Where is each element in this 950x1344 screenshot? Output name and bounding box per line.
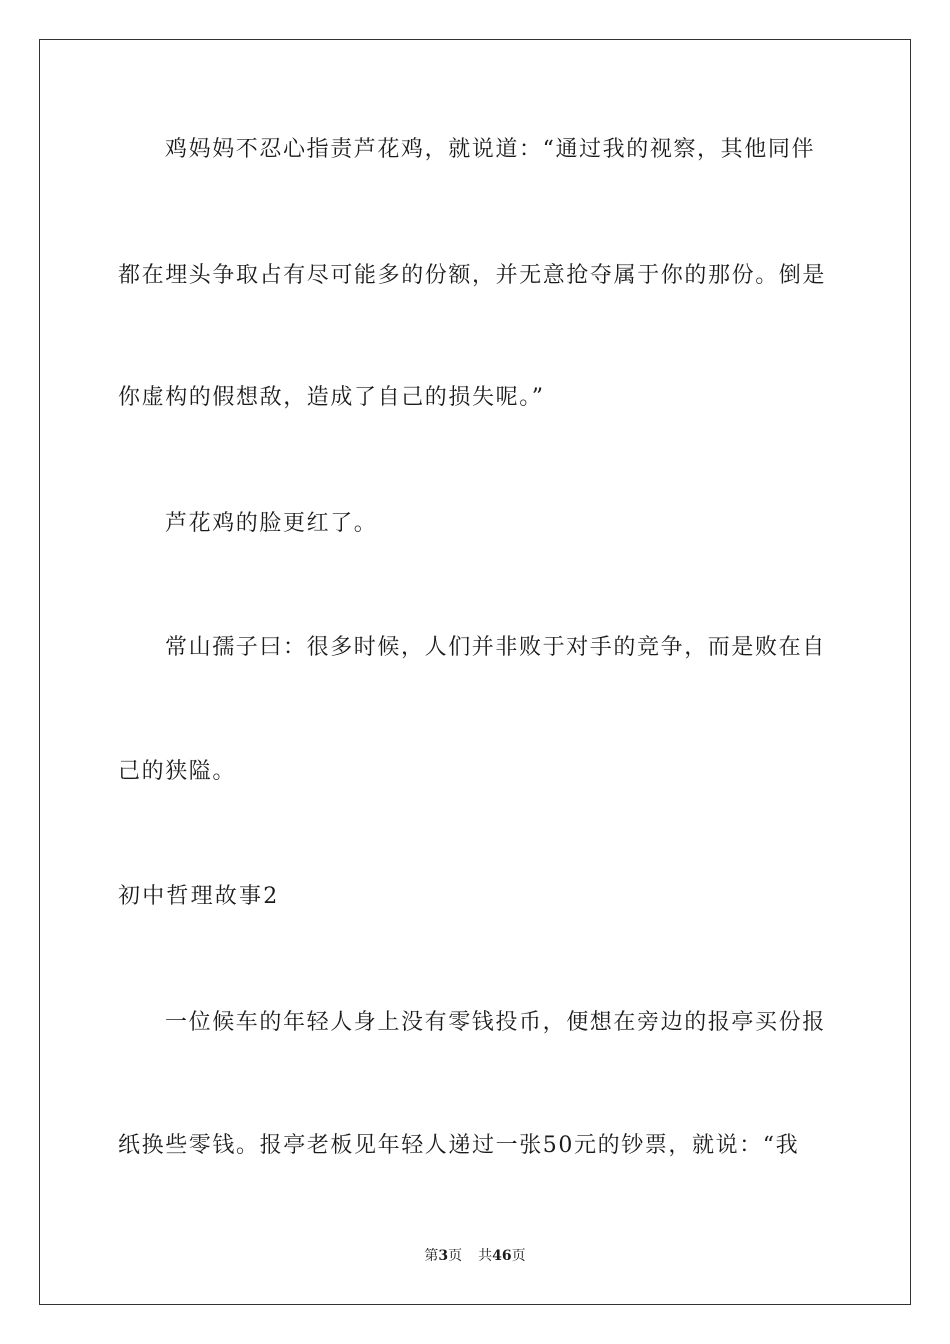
page-footer — [0, 1247, 950, 1265]
paragraph-line: 己的狭隘。 — [118, 759, 237, 784]
page-number: 3 — [438, 1248, 449, 1264]
paragraph-line: 都在埋头争取占有尽可能多的份额，并无意抢夺属于你的那份。倒是 — [118, 263, 827, 288]
total-label-suffix: 页 — [511, 1248, 526, 1264]
paragraph-line: 常山孺子曰：很多时候，人们并非败于对手的竞争，而是败在自 — [165, 635, 826, 660]
paragraph-line: 鸡妈妈不忍心指责芦花鸡，就说道：“通过我的视察，其他同伴 — [165, 137, 816, 162]
total-label-prefix: 共 — [478, 1248, 493, 1264]
paragraph-line: 芦花鸡的脸更红了。 — [165, 511, 378, 536]
page-frame — [39, 39, 911, 1305]
paragraph-line: 纸换些零钱。报亭老板见年轻人递过一张50元的钞票，就说：“我 — [118, 1133, 800, 1158]
section-heading: 初中哲理故事2 — [118, 884, 280, 909]
page-label-suffix: 页 — [448, 1248, 463, 1264]
total-pages: 46 — [492, 1248, 512, 1264]
paragraph-line: 你虚构的假想敌，造成了自己的损失呢。” — [118, 385, 545, 410]
page-label-prefix: 第 — [424, 1248, 439, 1264]
paragraph-line: 一位候车的年轻人身上没有零钱投币，便想在旁边的报亭买份报 — [165, 1010, 826, 1035]
